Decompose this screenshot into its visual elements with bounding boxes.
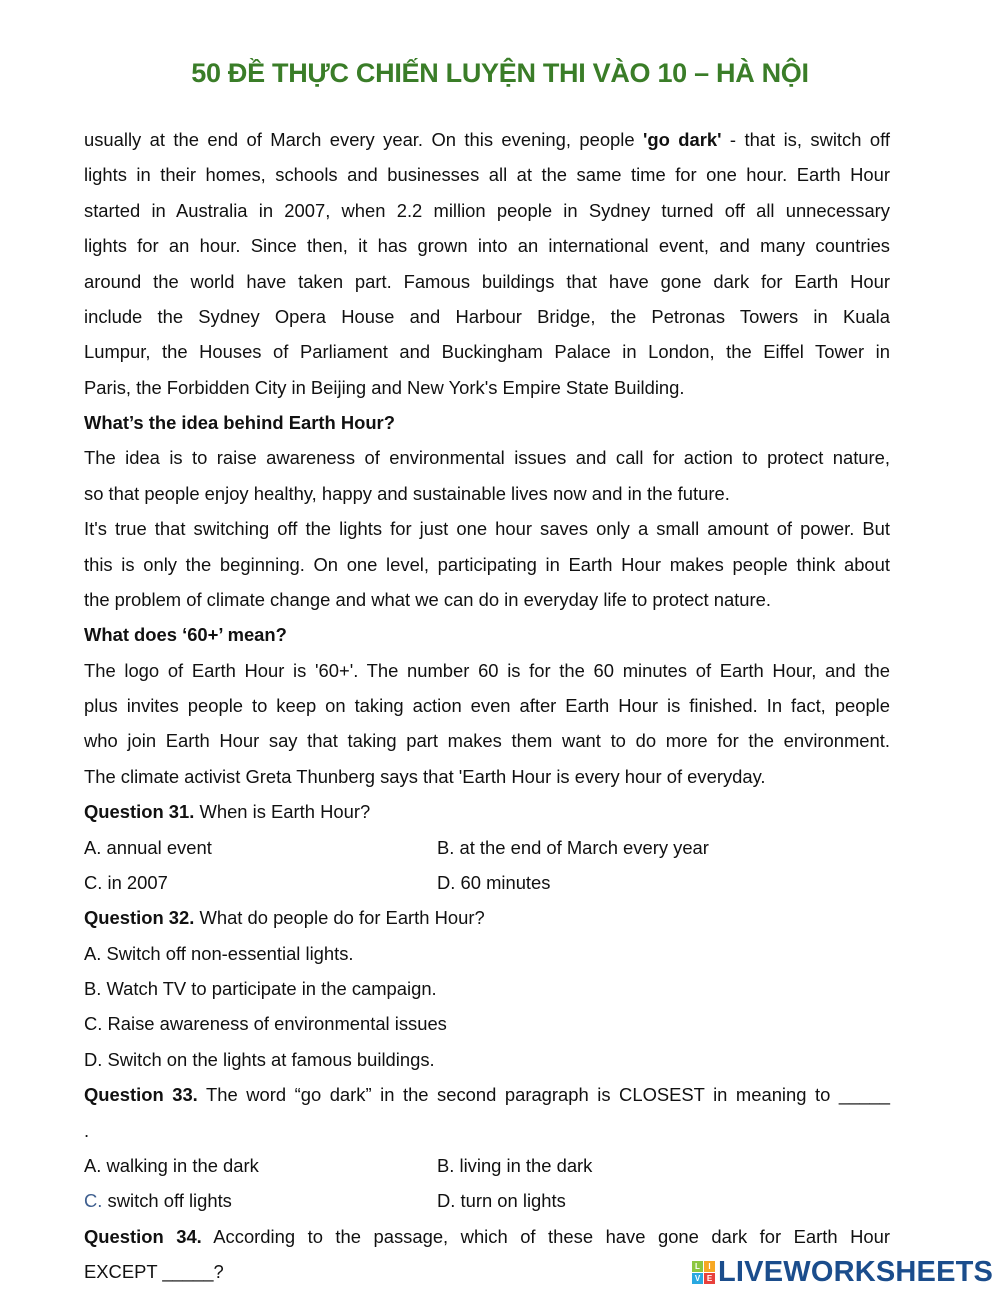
option-d[interactable]: D. turn on lights (437, 1190, 566, 1212)
option-d[interactable]: D. Switch on the lights at famous buildings. (84, 1048, 435, 1070)
passage-line: The logo of Earth Hour is '60+'. The number 60 is for the 60 minutes of Earth Hour, and the (84, 659, 890, 681)
question-31 (84, 794, 890, 829)
passage-line: include the Sydney Opera House and Harbour Bridge, the Petronas Towers in Kuala (84, 305, 890, 327)
passage-line: around the world have taken part. Famous buildings that have gone dark for Earth Hour (84, 270, 890, 292)
option-a[interactable]: A. walking in the dark (84, 1154, 259, 1176)
option-a[interactable]: A. Switch off non-essential lights. (84, 942, 354, 964)
text: - that is, switch off (721, 129, 890, 150)
question-text: The word “go dark” in the second paragraph is CLOSEST in meaning to _____ (197, 1084, 891, 1106)
question-continuation: EXCEPT _____? (84, 1261, 224, 1282)
passage-line: Lumpur, the Houses of Parliament and Buckingham Palace in London, the Eiffel Tower in (84, 341, 890, 363)
live-tiles-icon (692, 1261, 715, 1284)
passage-line: The idea is to raise awareness of environmental issues and call for action to protect nature, (84, 447, 890, 469)
option-b[interactable]: B. living in the dark (437, 1154, 593, 1176)
section-heading: What does ‘60+’ mean? (84, 624, 287, 646)
question-label: Question 32. (84, 907, 195, 929)
passage-line: who join Earth Hour say that taking part makes them want to do more for the environment. (84, 730, 890, 752)
option-c[interactable] (84, 1183, 437, 1218)
question-label: Question 31. (84, 801, 195, 823)
question-continuation: . (84, 1119, 90, 1141)
page-title: 50 ĐỀ THỰC CHIẾN LUYỆN THI VÀO 10 – HÀ NỘI (191, 58, 809, 88)
option-letter: C. (84, 1190, 103, 1212)
question-label: Question 34. (84, 1225, 202, 1247)
passage-line: this is only the beginning. On one level, participating in Earth Hour makes people think about (84, 553, 890, 575)
text: usually at the end of March every year. On this evening, people (84, 129, 644, 150)
passage-line: started in Australia in 2007, when 2.2 million people in Sydney turned off all unnecessary (84, 199, 890, 221)
tile: E (704, 1273, 715, 1284)
question-text: What do people do for Earth Hour? (194, 907, 485, 929)
option-b[interactable]: B. Watch TV to participate in the campaign. (84, 978, 437, 999)
liveworksheets-logo[interactable] (692, 1256, 993, 1289)
question-33 (84, 1077, 890, 1112)
passage-body (84, 122, 890, 1289)
question-text: According to the passage, which of these have gone dark for Earth Hour (201, 1225, 890, 1247)
passage-line: the problem of climate change and what we can do in everyday life to protect nature. (84, 588, 771, 610)
option-d[interactable]: D. 60 minutes (437, 871, 551, 893)
question-label: Question 33. (84, 1084, 198, 1106)
question-32 (84, 900, 890, 935)
question-text: When is Earth Hour? (194, 801, 371, 823)
option-text: switch off lights (102, 1190, 232, 1212)
option-c[interactable]: C. Raise awareness of environmental issues (84, 1013, 447, 1035)
question-34 (84, 1219, 890, 1254)
logo-text: LIVEWORKSHEETS (718, 1256, 994, 1288)
passage-line: so that people enjoy healthy, happy and sustainable lives now and in the future. (84, 482, 730, 504)
go-dark-phrase: 'go dark' (643, 129, 722, 150)
tile: L (692, 1261, 703, 1272)
passage-line: The climate activist Greta Thunberg says that 'Earth Hour is every hour of everyday. (84, 765, 766, 787)
passage-line: lights for an hour. Since then, it has grown into an international event, and many countries (84, 235, 890, 257)
tile: V (692, 1273, 703, 1284)
option-b[interactable]: B. at the end of March every year (437, 836, 709, 858)
passage-line: Paris, the Forbidden City in Beijing and New York's Empire State Building. (84, 376, 685, 398)
passage-line: plus invites people to keep on taking action even after Earth Hour is finished. In fact, people (84, 695, 890, 716)
passage-line: It's true that switching off the lights for just one hour saves only a small amount of power. But (84, 518, 890, 540)
passage-line (84, 122, 890, 157)
option-a[interactable]: A. annual event (84, 836, 212, 858)
section-heading: What’s the idea behind Earth Hour? (84, 412, 395, 433)
option-c[interactable]: C. in 2007 (84, 871, 168, 893)
passage-line: lights in their homes, schools and businesses all at the same time for one hour. Earth Hour (84, 164, 890, 186)
tile: I (704, 1261, 715, 1272)
